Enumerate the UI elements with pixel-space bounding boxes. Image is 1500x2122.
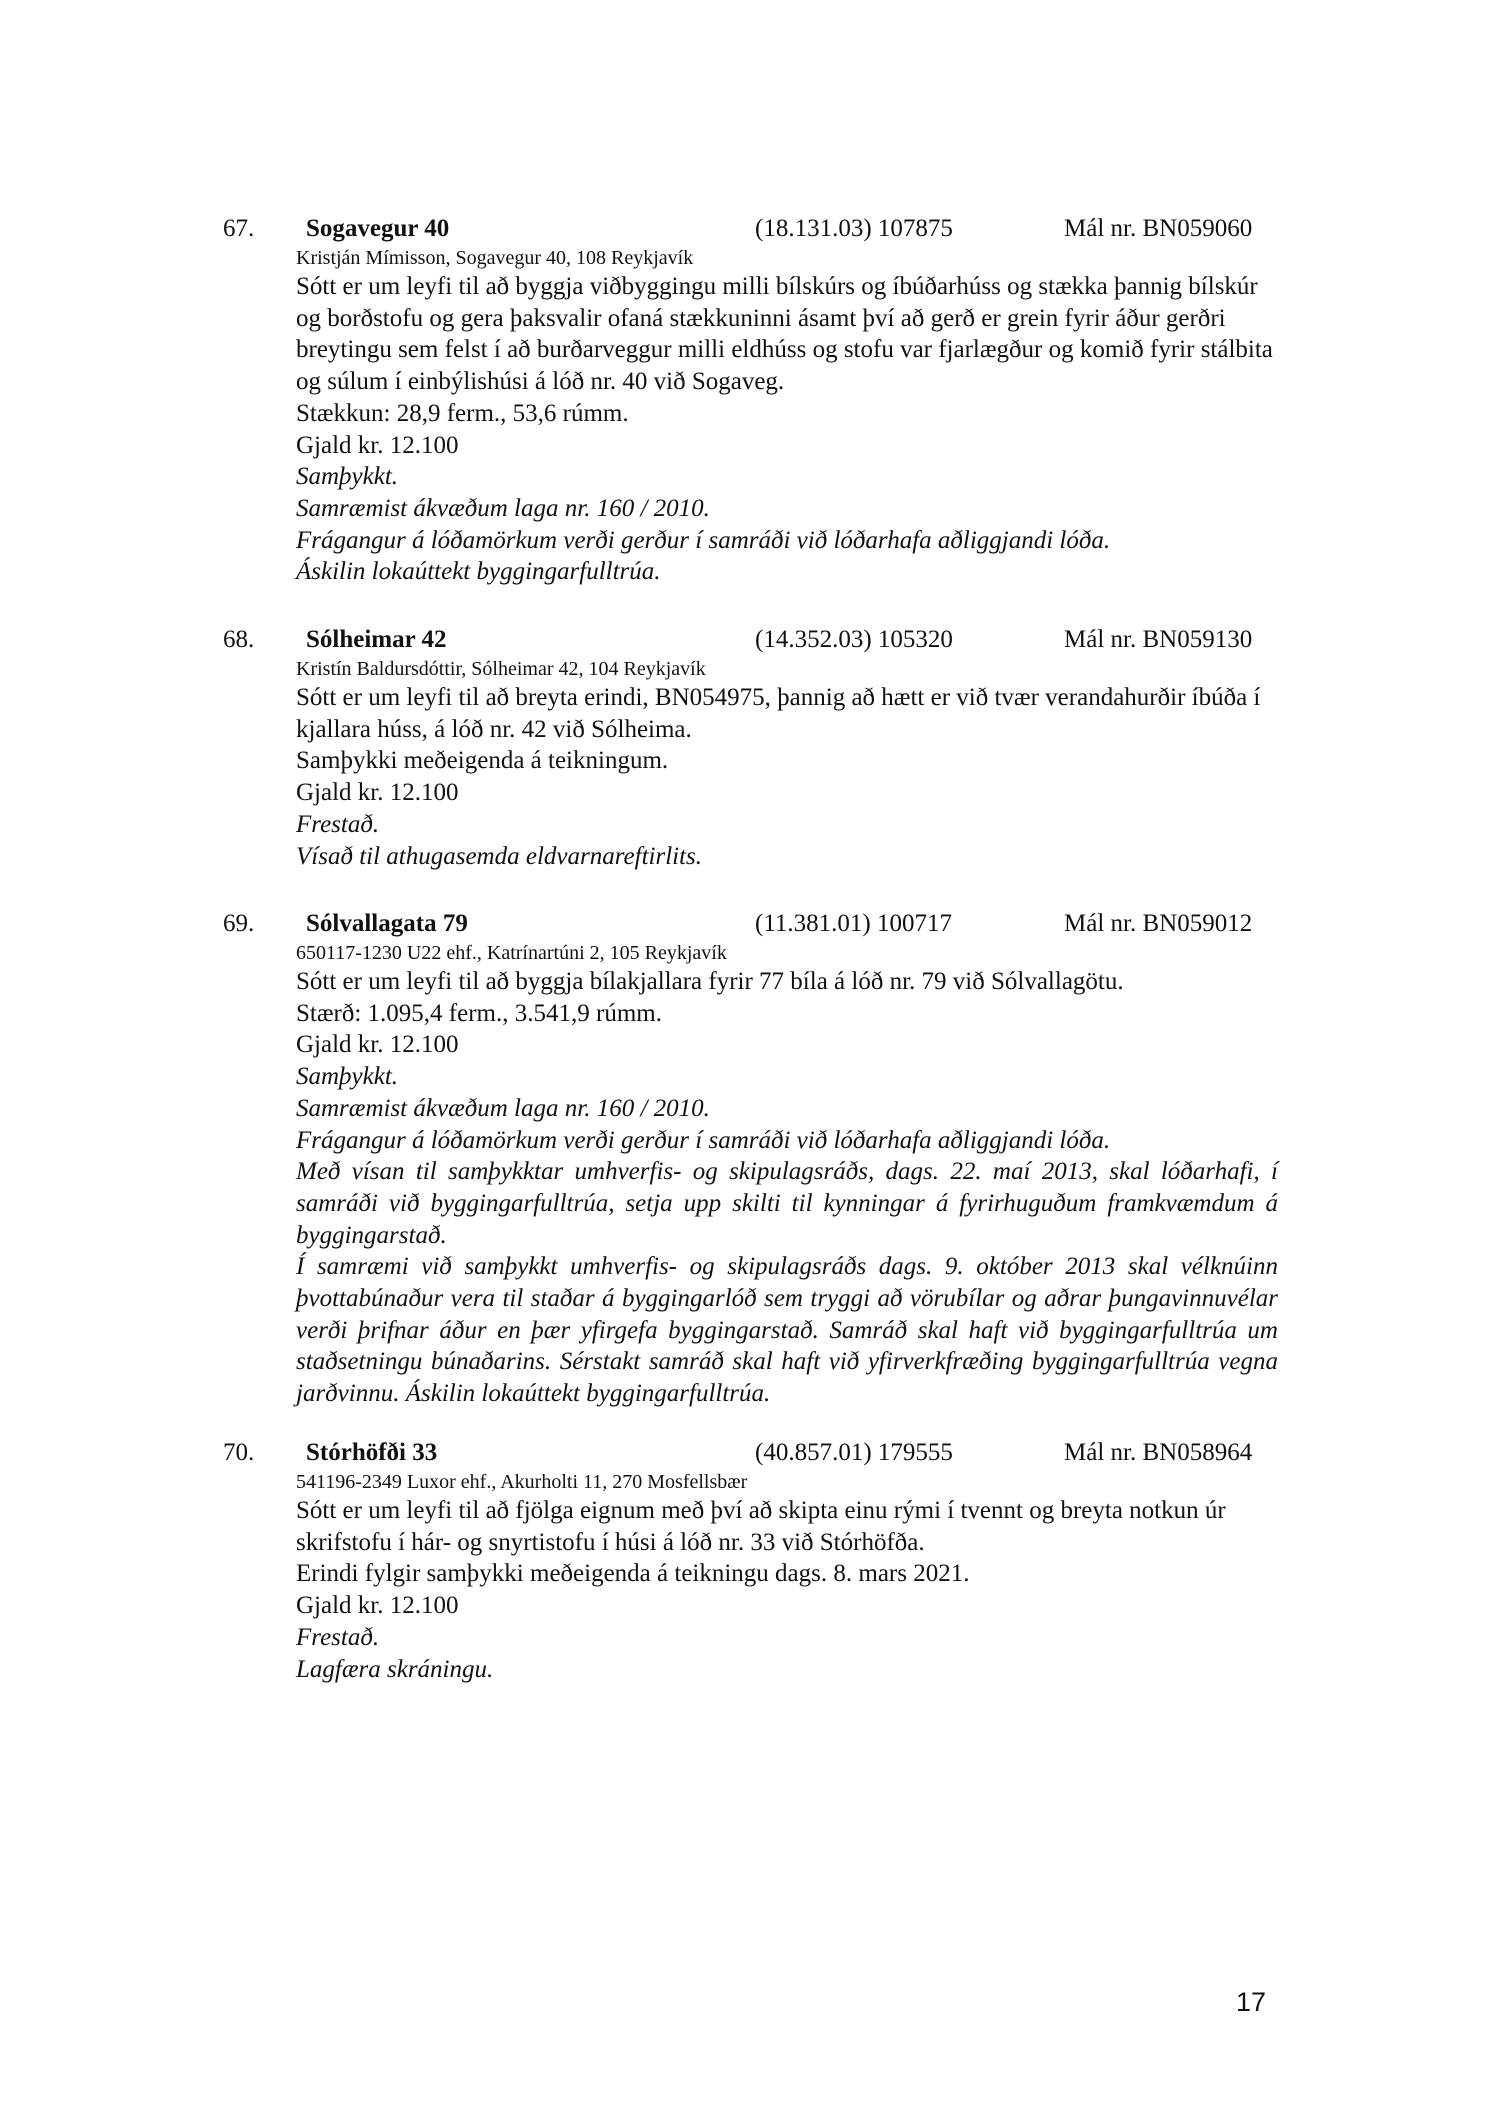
entry-size: Stækkun: 28,9 ferm., 53,6 rúmm. [296, 399, 629, 427]
entry-fee: Gjald kr. 12.100 [296, 1031, 459, 1059]
entry-body [296, 1495, 1278, 1685]
entry-decision: Samþykkt. [296, 1063, 399, 1091]
case-entry [0, 213, 1500, 588]
entry-applicant: 650117-1230 U22 ehf., Katrínartúni 2, 105 Reykjavík [296, 942, 727, 964]
page-number: 17 [1236, 1987, 1267, 2017]
entry-decision: Frestað. [296, 810, 380, 838]
entry-number: 68. [223, 626, 255, 653]
entry-decision: Samþykkt. [296, 463, 399, 491]
entry-land-id: (40.857.01) 179555 [755, 1439, 953, 1466]
entry-note: Samræmist ákvæðum laga nr. 160 / 2010. [296, 494, 710, 522]
entry-number: 69. [223, 910, 255, 937]
entry-extra: Erindi fylgir samþykki meðeigenda á teikningu dags. 8. mars 2021. [296, 1560, 970, 1588]
entry-fee: Gjald kr. 12.100 [296, 779, 459, 807]
entry-case-number: Mál nr. BN059060 [1064, 215, 1253, 242]
entry-address: Stórhöfði 33 [306, 1439, 438, 1466]
entry-body [296, 682, 1278, 872]
entry-note: Í samræmi við samþykkt umhverfis- og skipulagsráðs dags. 9. október 2013 skal vélknúinn þvottabúnaður vera til staðar á byggingarlóð sem tryggi að vörubílar og aðrar þungavinnuvélar verði þrifnar áður en þær yfirgefa byggingarstað. Samráð skal haft við byggingarfulltrúa um staðsetningu búnaðarins. Sérstakt samráð skal haft við yfirverkfræðing byggingarfulltrúa vegna jarðvinnu. Áskilin lokaúttekt byggingarfulltrúa. [296, 1253, 1278, 1408]
entry-description: Sótt er um leyfi til að byggja bílakjallara fyrir 77 bíla á lóð nr. 79 við Sólvallagötu. [296, 968, 1124, 995]
case-entry [0, 908, 1500, 1410]
entry-description: Sótt er um leyfi til að byggja viðbyggingu milli bílskúrs og íbúðarhúss og stækka þannig bílskúr og borðstofu og gera þaksvalir ofaná stækkuninni ásamt því að gerð er grein fyrir áður gerðri breytingu sem felst í að burðarveggur milli eldhúss og stofu var fjarlægður og komið fyrir stálbita og súlum í einbýlishúsi á lóð nr. 40 við Sogaveg. [296, 273, 1273, 396]
case-entry [0, 1437, 1500, 1685]
entry-land-id: (11.381.01) 100717 [755, 910, 952, 937]
entry-fee: Gjald kr. 12.100 [296, 1592, 459, 1620]
entry-size: Stærð: 1.095,4 ferm., 3.541,9 rúmm. [296, 999, 662, 1027]
entry-note: Frágangur á lóðamörkum verði gerður í samráði við lóðarhafa aðliggjandi lóða. [296, 1126, 1111, 1154]
entry-note: Lagfæra skráningu. [296, 1655, 494, 1683]
entry-note: Áskilin lokaúttekt byggingarfulltrúa. [296, 558, 661, 586]
entry-header [0, 908, 1500, 940]
entry-case-number: Mál nr. BN059130 [1064, 626, 1253, 653]
entry-description: Sótt er um leyfi til að breyta erindi, BN054975, þannig að hætt er við tvær verandahurðir íbúða í kjallara húss, á lóð nr. 42 við Sólheima. [296, 684, 1261, 743]
entry-address: Sólvallagata 79 [306, 910, 468, 937]
entry-land-id: (14.352.03) 105320 [755, 626, 953, 653]
entry-case-number: Mál nr. BN058964 [1064, 1439, 1253, 1466]
entry-address: Sólheimar 42 [306, 626, 447, 653]
entry-note: Með vísan til samþykktar umhverfis- og skipulagsráðs, dags. 22. maí 2013, skal lóðarhafi, í samráði við byggingarfulltrúa, setja upp skilti til kynningar á fyrirhuguðum framkvæmdum á byggingarstað. [296, 1158, 1278, 1249]
entry-header [0, 624, 1500, 656]
entry-description: Sótt er um leyfi til að fjölga eignum með því að skipta einu rými í tvennt og breyta notkun úr skrifstofu í hár- og snyrtistofu í húsi á lóð nr. 33 við Stórhöfða. [296, 1497, 1226, 1556]
entry-decision: Frestað. [296, 1623, 380, 1651]
entry-applicant: Kristín Baldursdóttir, Sólheimar 42, 104 Reykjavík [296, 658, 706, 680]
case-entry [0, 624, 1500, 872]
entry-note: Frágangur á lóðamörkum verði gerður í samráði við lóðarhafa aðliggjandi lóða. [296, 526, 1111, 554]
entry-header [0, 213, 1500, 245]
entry-address: Sogavegur 40 [306, 215, 450, 242]
entry-land-id: (18.131.03) 107875 [755, 215, 953, 242]
entry-note: Vísað til athugasemda eldvarnareftirlits. [296, 842, 703, 870]
entry-body [296, 966, 1278, 1410]
entry-note: Samræmist ákvæðum laga nr. 160 / 2010. [296, 1094, 710, 1122]
entry-fee: Gjald kr. 12.100 [296, 431, 459, 459]
entry-applicant: Kristján Mímisson, Sogavegur 40, 108 Reykjavík [296, 247, 694, 269]
entry-number: 70. [223, 1439, 255, 1466]
entry-number: 67. [223, 215, 255, 242]
entry-extra: Samþykki meðeigenda á teikningum. [296, 747, 669, 775]
entry-case-number: Mál nr. BN059012 [1064, 910, 1253, 937]
entry-body [296, 271, 1278, 588]
entry-header [0, 1437, 1500, 1469]
entry-applicant: 541196-2349 Luxor ehf., Akurholti 11, 270 Mosfellsbær [296, 1471, 748, 1493]
